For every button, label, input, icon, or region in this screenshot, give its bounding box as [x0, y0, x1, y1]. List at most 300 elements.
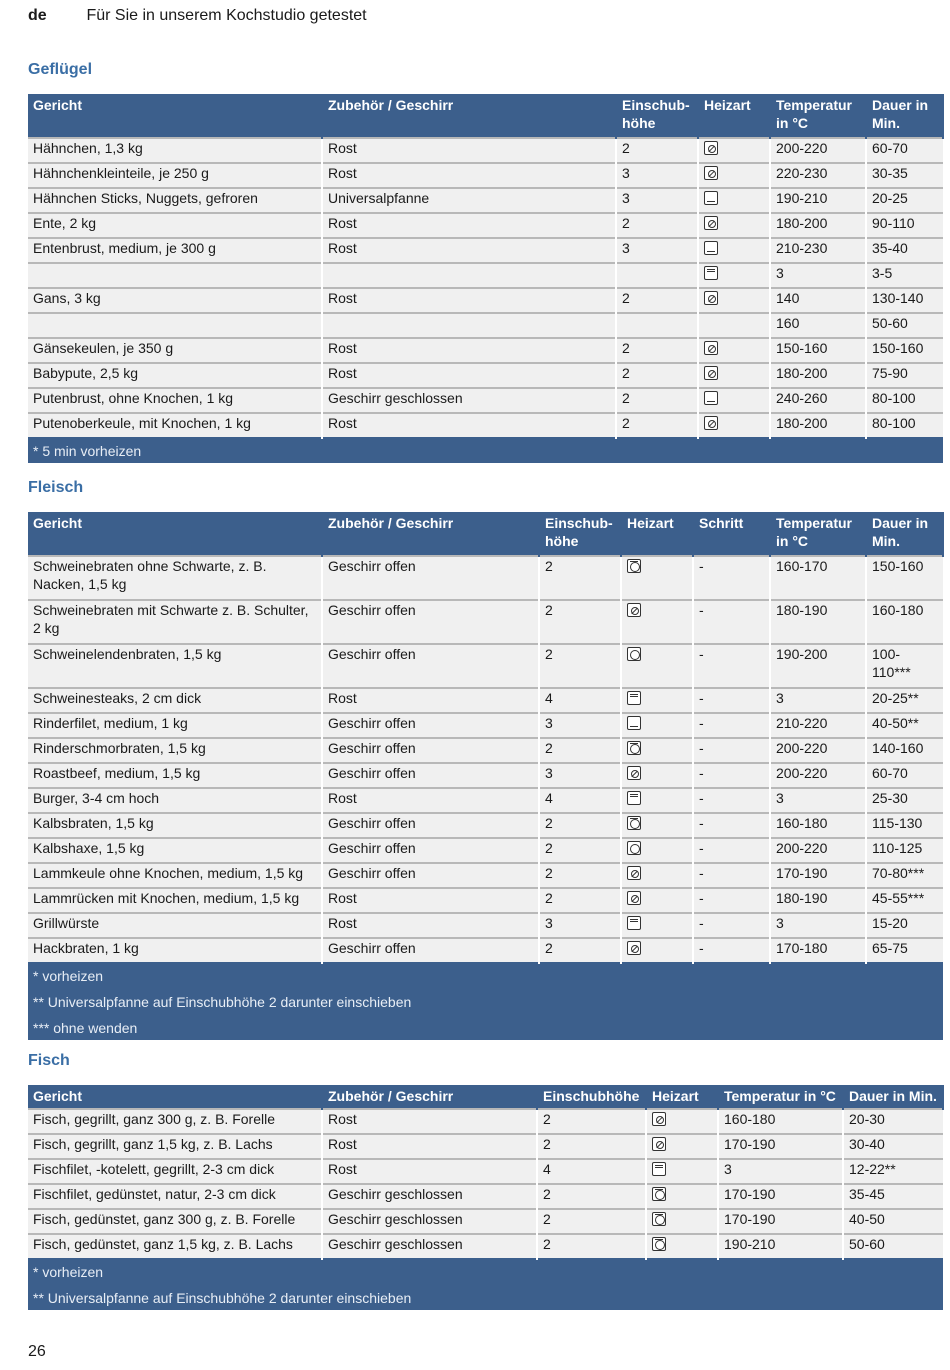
heissluft-icon [652, 1187, 666, 1201]
table-cell: 2 [539, 838, 621, 863]
heizart-cell [646, 1159, 718, 1184]
umluft-grill-icon [652, 1137, 666, 1151]
heizart-cell [621, 738, 693, 763]
table-cell: 200-220 [770, 738, 866, 763]
table-cell: Hackbraten, 1 kg [28, 938, 322, 963]
table-cell: Geschirr offen [322, 763, 539, 788]
umluft-grill-icon [627, 941, 641, 955]
table-cell: 3 [770, 913, 866, 938]
table-row [28, 938, 943, 963]
section-title-fleisch: Fleisch [28, 479, 84, 496]
heizart-cell [698, 313, 770, 338]
table-cell: 220-230 [770, 163, 866, 188]
col-header: Schritt [693, 512, 770, 556]
table-cell: 2 [537, 1234, 646, 1259]
table-cell: 2 [537, 1209, 646, 1234]
table-cell: Rost [322, 888, 539, 913]
table-cell: 2 [539, 600, 621, 644]
table-cell: 12-22** [843, 1159, 943, 1184]
table-cell: Schweinebraten mit Schwarte z. B. Schulter, 2 kg [28, 600, 322, 644]
table-cell: 3-5 [866, 263, 943, 288]
table-row [28, 313, 943, 338]
table-cell: 170-190 [718, 1209, 843, 1234]
table-cell: Geschirr offen [322, 600, 539, 644]
col-header: Dauer in Min. [866, 94, 943, 138]
table-cell: Fisch, gedünstet, ganz 1,5 kg, z. B. Lachs [28, 1234, 322, 1259]
table-cell: Rinderschmorbraten, 1,5 kg [28, 738, 322, 763]
table-row [28, 213, 943, 238]
col-header: Gericht [28, 94, 322, 138]
heizart-cell [698, 413, 770, 438]
umluft-grill-icon [704, 341, 718, 355]
umluft-grill-icon [627, 866, 641, 880]
table-cell: 140-160 [866, 738, 943, 763]
table-row [28, 863, 943, 888]
heizart-cell [621, 888, 693, 913]
heissluft-icon [652, 1212, 666, 1226]
table-cell: Gans, 3 kg [28, 288, 322, 313]
table-fleisch [28, 512, 944, 1040]
col-header: Gericht [28, 1085, 322, 1109]
table-cell: Entenbrust, medium, je 300 g [28, 238, 322, 263]
table-row [28, 913, 943, 938]
table-row [28, 1109, 943, 1134]
table-cell: Rost [322, 288, 616, 313]
table-cell: Rost [322, 338, 616, 363]
table-row [28, 1234, 943, 1259]
table-cell: 2 [539, 644, 621, 688]
umluft-grill-icon [704, 291, 718, 305]
heizart-cell [621, 838, 693, 863]
umluft-grill-icon [652, 1112, 666, 1126]
col-header: Heizart [646, 1085, 718, 1109]
table-row [28, 788, 943, 813]
footnote-row [28, 1259, 943, 1285]
table-cell: 210-220 [770, 713, 866, 738]
heizart-cell [698, 263, 770, 288]
grill-icon [704, 266, 718, 280]
umluft-grill-icon [704, 216, 718, 230]
table-cell: 3 [616, 238, 698, 263]
table-cell: 75-90 [866, 363, 943, 388]
table-header [28, 1085, 943, 1109]
table-row [28, 813, 943, 838]
table-cell: 170-190 [718, 1134, 843, 1159]
heissluft-icon [652, 1237, 666, 1251]
heizart-cell [621, 600, 693, 644]
col-header: Zubehör / Geschirr [322, 94, 616, 138]
table-cell: Rost [322, 413, 616, 438]
table-cell: - [693, 688, 770, 713]
table-cell: Hähnchenkleinteile, je 250 g [28, 163, 322, 188]
footnote-row [28, 438, 943, 463]
table-cell: 2 [616, 288, 698, 313]
table-cell: 2 [539, 888, 621, 913]
heizart-cell [621, 813, 693, 838]
table-cell: 2 [616, 363, 698, 388]
table-cell: 3 [616, 188, 698, 213]
table-cell: Lammrücken mit Knochen, medium, 1,5 kg [28, 888, 322, 913]
col-header: Temperatur in °C [770, 512, 866, 556]
table-cell [616, 263, 698, 288]
table-cell: 130-140 [866, 288, 943, 313]
table-cell: Hähnchen Sticks, Nuggets, gefroren [28, 188, 322, 213]
table-cell: 2 [537, 1134, 646, 1159]
table-cell: 200-220 [770, 838, 866, 863]
table-cell: Hähnchen, 1,3 kg [28, 138, 322, 163]
table-cell: - [693, 938, 770, 963]
ober-unterhitze-icon [704, 191, 718, 205]
table-cell: - [693, 644, 770, 688]
col-header: Einschub-höhe [539, 512, 621, 556]
table-cell: 20-25 [866, 188, 943, 213]
table-cell: 160-180 [718, 1109, 843, 1134]
table-cell: Roastbeef, medium, 1,5 kg [28, 763, 322, 788]
table-cell: Rost [322, 163, 616, 188]
table-cell: - [693, 788, 770, 813]
table-cell: Rost [322, 138, 616, 163]
col-header: Zubehör / Geschirr [322, 1085, 537, 1109]
table-row [28, 888, 943, 913]
table-fisch [28, 1085, 944, 1310]
table-cell: 3 [770, 263, 866, 288]
table-row [28, 1184, 943, 1209]
table-cell: 40-50 [843, 1209, 943, 1234]
table-row [28, 138, 943, 163]
table-cell: Geschirr offen [322, 813, 539, 838]
table-row [28, 413, 943, 438]
table-cell: 3 [539, 763, 621, 788]
table-cell: Rost [322, 363, 616, 388]
table-cell: 160-180 [866, 600, 943, 644]
table-cell: Ente, 2 kg [28, 213, 322, 238]
table-cell: 170-190 [718, 1184, 843, 1209]
table-cell: 80-100 [866, 388, 943, 413]
table-row [28, 838, 943, 863]
table-row [28, 263, 943, 288]
table-cell: 2 [616, 138, 698, 163]
grill-icon [627, 691, 641, 705]
table-cell: Rost [322, 788, 539, 813]
table-cell: 45-55*** [866, 888, 943, 913]
table-cell: Rinderfilet, medium, 1 kg [28, 713, 322, 738]
table-cell: Putenoberkeule, mit Knochen, 1 kg [28, 413, 322, 438]
heizart-cell [698, 388, 770, 413]
table-cell: 170-190 [770, 863, 866, 888]
table-cell: 2 [539, 863, 621, 888]
heizart-cell [621, 863, 693, 888]
table-cell: Gänsekeulen, je 350 g [28, 338, 322, 363]
table-cell: Kalbsbraten, 1,5 kg [28, 813, 322, 838]
table-row [28, 600, 943, 644]
table-cell: - [693, 738, 770, 763]
umluft-grill-icon [627, 766, 641, 780]
footnote: * vorheizen [28, 963, 943, 989]
table-row [28, 388, 943, 413]
heizart-cell [621, 556, 693, 600]
table-cell: 3 [539, 713, 621, 738]
heizart-cell [698, 188, 770, 213]
footnote: *** ohne wenden [28, 1015, 943, 1040]
footnote-row [28, 989, 943, 1015]
table-cell: 4 [537, 1159, 646, 1184]
umluft-grill-icon [627, 891, 641, 905]
table-cell: 210-230 [770, 238, 866, 263]
table-cell: - [693, 838, 770, 863]
table-header [28, 512, 943, 556]
col-header: Dauer in Min. [866, 512, 943, 556]
footnote: ** Universalpfanne auf Einschubhöhe 2 darunter einschieben [28, 1285, 943, 1310]
page-header [28, 7, 367, 25]
table-row [28, 163, 943, 188]
heizart-cell [646, 1134, 718, 1159]
umluft-grill-icon [704, 366, 718, 380]
table-cell: 2 [616, 388, 698, 413]
footnote-row [28, 963, 943, 989]
table-row [28, 688, 943, 713]
table-cell: 150-160 [770, 338, 866, 363]
table-cell: 4 [539, 788, 621, 813]
page-number: 26 [28, 1343, 46, 1360]
table-cell: 100-110*** [866, 644, 943, 688]
heizart-cell [621, 644, 693, 688]
table-cell: 80-100 [866, 413, 943, 438]
circotherm-icon [627, 841, 641, 855]
table-cell: Rost [322, 238, 616, 263]
footnote: * vorheizen [28, 1259, 943, 1285]
table-cell: - [693, 713, 770, 738]
table-cell: Rost [322, 1159, 537, 1184]
heizart-cell [621, 763, 693, 788]
table-row [28, 238, 943, 263]
table-cell: 160-170 [770, 556, 866, 600]
heizart-cell [646, 1234, 718, 1259]
table-cell: 60-70 [866, 763, 943, 788]
table-cell: 2 [539, 938, 621, 963]
table-cell: 35-40 [866, 238, 943, 263]
table-cell: Geschirr offen [322, 644, 539, 688]
col-header: Heizart [621, 512, 693, 556]
footnote-row [28, 1285, 943, 1310]
table-cell: Geschirr geschlossen [322, 388, 616, 413]
table-cell: 180-200 [770, 413, 866, 438]
heizart-cell [621, 688, 693, 713]
table-cell: Putenbrust, ohne Knochen, 1 kg [28, 388, 322, 413]
table-cell: - [693, 913, 770, 938]
table-cell: Rost [322, 1134, 537, 1159]
table-body [28, 138, 943, 463]
table-cell: - [693, 813, 770, 838]
table-body [28, 1109, 943, 1310]
table-row [28, 288, 943, 313]
table-cell: 3 [539, 913, 621, 938]
table-cell: 180-200 [770, 363, 866, 388]
table-header [28, 94, 943, 138]
table-cell: 3 [718, 1159, 843, 1184]
table-cell: Geschirr offen [322, 838, 539, 863]
footnote: ** Universalpfanne auf Einschubhöhe 2 darunter einschieben [28, 989, 943, 1015]
table-cell: 170-180 [770, 938, 866, 963]
heizart-cell [698, 163, 770, 188]
table-cell: Schweinesteaks, 2 cm dick [28, 688, 322, 713]
table-row [28, 1159, 943, 1184]
ober-unterhitze-icon [704, 391, 718, 405]
table-row [28, 1134, 943, 1159]
table-cell: 65-75 [866, 938, 943, 963]
table-cell: Geschirr offen [322, 938, 539, 963]
table-cell [322, 313, 616, 338]
table-cell: 2 [537, 1109, 646, 1134]
table-cell: 200-220 [770, 138, 866, 163]
ober-unterhitze-icon [627, 716, 641, 730]
table-cell: 180-190 [770, 888, 866, 913]
table-cell: 240-260 [770, 388, 866, 413]
heizart-cell [698, 238, 770, 263]
table-cell: 190-210 [718, 1234, 843, 1259]
table-cell: Kalbshaxe, 1,5 kg [28, 838, 322, 863]
table-cell: Lammkeule ohne Knochen, medium, 1,5 kg [28, 863, 322, 888]
table-cell: 180-200 [770, 213, 866, 238]
table-cell: Geschirr geschlossen [322, 1184, 537, 1209]
table-cell: 2 [537, 1184, 646, 1209]
table-cell [616, 313, 698, 338]
table-row [28, 738, 943, 763]
table-cell: 140 [770, 288, 866, 313]
umluft-grill-icon [704, 141, 718, 155]
table-cell: 2 [539, 813, 621, 838]
table-row [28, 363, 943, 388]
heissluft-icon [627, 816, 641, 830]
table-row [28, 188, 943, 213]
table-row [28, 1209, 943, 1234]
col-header: Temperatur in °C [770, 94, 866, 138]
heizart-cell [621, 788, 693, 813]
table-cell: Geschirr geschlossen [322, 1209, 537, 1234]
table-cell: Geschirr offen [322, 863, 539, 888]
table-cell [322, 263, 616, 288]
umluft-grill-icon [704, 166, 718, 180]
col-header: Heizart [698, 94, 770, 138]
footnote: * 5 min vorheizen [28, 438, 943, 463]
table-cell: - [693, 863, 770, 888]
col-header: Einschub-höhe [616, 94, 698, 138]
table-cell: Fisch, gegrillt, ganz 300 g, z. B. Forelle [28, 1109, 322, 1134]
heissluft-icon [627, 559, 641, 573]
table-cell: 110-125 [866, 838, 943, 863]
table-row [28, 338, 943, 363]
table-cell: 160 [770, 313, 866, 338]
table-cell: 190-210 [770, 188, 866, 213]
table-cell: 50-60 [866, 313, 943, 338]
ober-unterhitze-icon [704, 241, 718, 255]
table-cell: Rost [322, 688, 539, 713]
table-cell: Fisch, gedünstet, ganz 300 g, z. B. Forelle [28, 1209, 322, 1234]
table-cell: 30-35 [866, 163, 943, 188]
table-gefluegel [28, 94, 944, 463]
section-title-gefluegel: Geflügel [28, 61, 93, 78]
heizart-cell [646, 1209, 718, 1234]
table-cell: 70-80*** [866, 863, 943, 888]
heizart-cell [621, 938, 693, 963]
umluft-grill-icon [627, 603, 641, 617]
table-cell: 150-160 [866, 556, 943, 600]
grill-icon [627, 791, 641, 805]
heizart-cell [698, 338, 770, 363]
table-cell: Geschirr geschlossen [322, 1234, 537, 1259]
table-cell: Universalpfanne [322, 188, 616, 213]
language-code: de [28, 7, 47, 24]
heizart-cell [621, 713, 693, 738]
heizart-cell [698, 288, 770, 313]
table-cell: Grillwürste [28, 913, 322, 938]
table-row [28, 713, 943, 738]
heizart-cell [698, 138, 770, 163]
table-cell: - [693, 763, 770, 788]
table-cell: Schweinelendenbraten, 1,5 kg [28, 644, 322, 688]
grill-icon [627, 916, 641, 930]
col-header: Zubehör / Geschirr [322, 512, 539, 556]
table-row [28, 556, 943, 600]
table-cell: 150-160 [866, 338, 943, 363]
table-cell: 2 [539, 738, 621, 763]
table-cell: Geschirr offen [322, 556, 539, 600]
table-cell: Geschirr offen [322, 738, 539, 763]
table-cell: 15-20 [866, 913, 943, 938]
heissluft-icon [627, 741, 641, 755]
table-cell: 20-30 [843, 1109, 943, 1134]
table-cell: 2 [539, 556, 621, 600]
table-cell: 180-190 [770, 600, 866, 644]
table-cell: 3 [616, 163, 698, 188]
table-cell [28, 313, 322, 338]
footnote-row [28, 1015, 943, 1040]
table-cell: Rost [322, 1109, 537, 1134]
heizart-cell [698, 213, 770, 238]
table-cell: 2 [616, 413, 698, 438]
table-cell: 4 [539, 688, 621, 713]
table-cell: 20-25** [866, 688, 943, 713]
table-cell: 115-130 [866, 813, 943, 838]
grill-icon [652, 1162, 666, 1176]
section-title-fisch: Fisch [28, 1052, 70, 1069]
page-header-title: Für Sie in unserem Kochstudio getestet [86, 7, 367, 24]
table-cell: 40-50** [866, 713, 943, 738]
table-body [28, 556, 943, 1040]
table-row [28, 763, 943, 788]
table-cell: 30-40 [843, 1134, 943, 1159]
umluft-grill-icon [704, 416, 718, 430]
table-cell: Schweinebraten ohne Schwarte, z. B. Nacken, 1,5 kg [28, 556, 322, 600]
heizart-cell [621, 913, 693, 938]
table-cell: Rost [322, 213, 616, 238]
table-cell: Geschirr offen [322, 713, 539, 738]
table-cell: Fischfilet, gedünstet, natur, 2-3 cm dick [28, 1184, 322, 1209]
table-cell: Fisch, gegrillt, ganz 1,5 kg, z. B. Lachs [28, 1134, 322, 1159]
table-cell: 2 [616, 338, 698, 363]
circotherm-icon [627, 647, 641, 661]
heizart-cell [646, 1109, 718, 1134]
table-cell: 3 [770, 788, 866, 813]
col-header: Dauer in Min. [843, 1085, 943, 1109]
table-cell: 200-220 [770, 763, 866, 788]
table-cell: 25-30 [866, 788, 943, 813]
table-cell: 190-200 [770, 644, 866, 688]
table-cell: 160-180 [770, 813, 866, 838]
table-cell: 3 [770, 688, 866, 713]
col-header: Gericht [28, 512, 322, 556]
table-row [28, 644, 943, 688]
table-cell: - [693, 556, 770, 600]
